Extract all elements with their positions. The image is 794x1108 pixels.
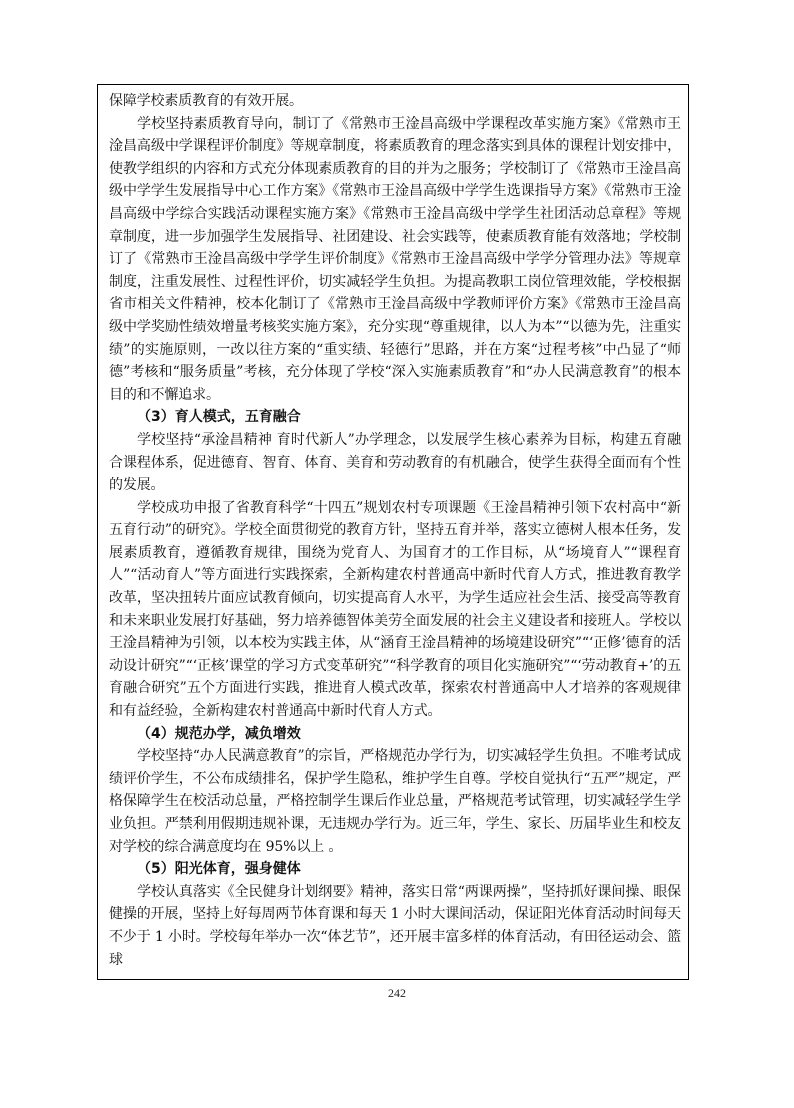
body-paragraph: 保障学校素质教育的有效开展。 [109, 93, 303, 109]
body-paragraph: 学校坚持“承淦昌精神 育时代新人”办学理念，以发展学生核心素养为目标，构建五育融合课程体系，促进德育、智育、体育、美育和劳动教育的有机融合，使学生获得全面而有个性的发展。 [109, 431, 681, 494]
section-heading: （3）育人模式，五育融合 [137, 409, 301, 426]
body-paragraph: 学校认真落实《全民健身计划纲要》精神，落实日常“两课两操”，坚持抓好课间操、眼保健操的开展，坚持上好每周两节体育课和每天 1 小时大课间活动，保证阳光体育活动时间每天不少于 1 小时。学校每年举办一次“体艺节”，还开展丰富多样的体育活动，有田径运动会、篮球 [109, 883, 681, 968]
page-number: 242 [388, 986, 406, 1000]
body-paragraph: 学校坚持素质教育导向，制订了《常熟市王淦昌高级中学课程改革实施方案》《常熟市王淦昌高级中学课程评价制度》等规章制度，将素质教育的理念落实到具体的课程计划安排中，使教学组织的内容和方式充分体现素质教育的目的并为之服务；学校制订了《常熟市王淦昌高级中学学生发展指导中心工作方案》《常熟市王淦昌高级中学学生选课指导方案》《常熟市王淦昌高级中学综合实践活动课程实施方案》《常熟市王淦昌高级中学学生社团活动总章程》等规章制度，进一步加强学生发展指导、社团建设、社会实践等，使素质教育能有效落地；学校制订了《常熟市王淦昌高级中学学生评价制度》《常熟市王淦昌高级中学学分管理办法》等规章制度，注重发展性、过程性评价，切实减轻学生负担。为提高教职工岗位管理效能，学校根据省市相关文件精神，校本化制订了《常熟市王淦昌高级中学教师评价方案》《常熟市王淦昌高级中学奖励性绩效增量考核奖实施方案》，充分实现“尊重规律，以人为本”“以德为先，注重实绩”的实施原则，一改以往方案的“重实绩、轻德行”思路，并在方案“过程考核”中凸显了“师德”考核和“服务质量”考核，充分体现了学校“深入实施素质教育”和“办人民满意教育”的根本目的和不懈追求。 [109, 115, 681, 403]
section-heading: （4）规范办学，减负增效 [137, 725, 301, 742]
document-body [109, 90, 681, 971]
body-paragraph: 学校成功申报了省教育科学“十四五”规划农村专项课题《王淦昌精神引领下农村高中“新五育行动”的研究》。学校全面贯彻党的教育方针，坚持五育并举，落实立德树人根本任务，发展素质教育，遵循教育规律，围绕为党育人、为国育才的工作目标，从“场境育人”“课程育人”“活动育人”等方面进行实践探索，全新构建农村普通高中新时代育人方式，推进教育教学改革，坚决扭转片面应试教育倾向，切实提高育人水平，为学生适应社会生活、接受高等教育和未来职业发展打好基础，努力培养德智体美劳全面发展的社会主义建设者和接班人。学校以王淦昌精神为引领，以本校为实践主体，从“涵育王淦昌精神的场境建设研究”“‘正修’德育的活动设计研究”“‘正核’课堂的学习方式变革研究”“科学教育的项目化实施研究”“‘劳动教育+’的五育融合研究”五个方面进行实践，推进育人模式改革，探索农村普通高中人才培养的客观规律和有益经验，全新构建农村普通高中新时代育人方式。 [109, 499, 681, 720]
document-frame [97, 84, 689, 980]
section-heading: （5）阳光体育，强身健体 [137, 861, 301, 878]
body-paragraph: 学校坚持“办人民满意教育”的宗旨，严格规范办学行为，切实减轻学生负担。不唯考试成绩评价学生，不公布成绩排名，保护学生隐私，维护学生自尊。学校自觉执行“五严”规定，严格保障学生在校活动总量，严格控制学生课后作业总量，严格规范考试管理，切实减轻学生学业负担。严禁利用假期违规补课，无违规办学行为。近三年，学生、家长、历届毕业生和校友对学校的综合满意度均在 95%以上 。 [109, 748, 681, 855]
